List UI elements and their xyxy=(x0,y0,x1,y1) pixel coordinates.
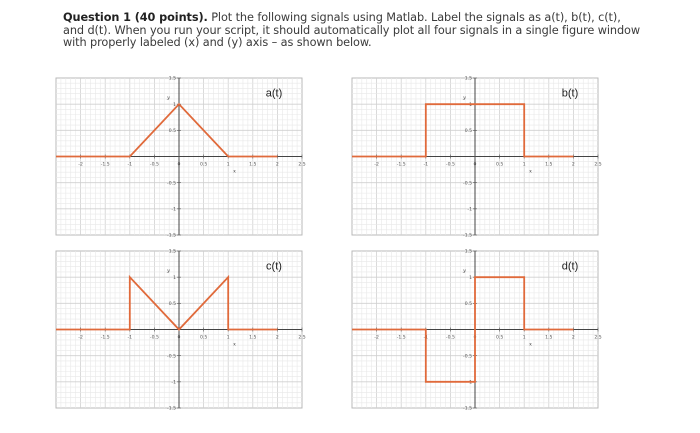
x-tick-label: 1 xyxy=(522,335,526,341)
x-tick-label: -0.5 xyxy=(445,162,455,168)
y-tick-label: -0.5 xyxy=(463,181,472,187)
x-axis-label: x xyxy=(529,341,532,348)
x-tick-label: -1 xyxy=(127,335,133,341)
signal-label: d(t) xyxy=(561,260,579,273)
x-tick-label: 1 xyxy=(522,162,526,168)
y-tick-label: 1.5 xyxy=(168,249,176,255)
y-tick-label: -0.5 xyxy=(167,181,176,187)
x-tick-label: -1 xyxy=(423,335,429,341)
y-tick-label: 0.5 xyxy=(464,128,472,134)
x-tick-label: -1.5 xyxy=(396,162,406,168)
signal-label: c(t) xyxy=(266,260,282,273)
x-tick-label: 0.5 xyxy=(199,335,208,341)
y-tick-label: 0.5 xyxy=(464,301,472,307)
x-tick-label: 0.5 xyxy=(495,335,504,341)
x-tick-label: 1 xyxy=(226,335,230,341)
x-tick-label: -1 xyxy=(127,162,133,168)
x-tick-label: 2.5 xyxy=(594,335,602,341)
signal-plot xyxy=(56,249,306,412)
y-tick-label: -1 xyxy=(467,380,472,386)
x-tick-label: -1.5 xyxy=(100,162,110,168)
x-tick-label: -1.5 xyxy=(100,335,110,341)
question-text xyxy=(63,12,643,50)
x-tick-label: -2 xyxy=(78,335,83,341)
x-axis-label: x xyxy=(233,168,236,175)
x-tick-label: 2 xyxy=(275,335,279,341)
x-tick-label: 2 xyxy=(571,335,575,341)
x-tick-label: 2.5 xyxy=(298,162,306,168)
y-tick-label: 0.5 xyxy=(168,301,176,307)
signal-plot xyxy=(56,76,306,239)
signal-label: a(t) xyxy=(265,87,283,100)
y-tick-label: -0.5 xyxy=(167,354,176,360)
x-tick-label: -2 xyxy=(374,335,379,341)
x-tick-label: 1.5 xyxy=(545,162,553,168)
signal-plot xyxy=(352,249,602,412)
y-tick-label: -1 xyxy=(171,207,176,213)
x-tick-label: -1 xyxy=(423,162,429,168)
y-axis-label: y xyxy=(463,267,466,274)
signal-label: b(t) xyxy=(561,87,579,100)
y-tick-label: 1.5 xyxy=(168,76,176,82)
x-tick-label: 1 xyxy=(226,162,230,168)
question-body: Plot the following signals using Matlab. Label the signals as a(t), b(t), c(t), and d(t). When you run your script, it should automatically plot all four signals in a single figure window with properly labeled (x) and (y) axis – as shown below. xyxy=(63,11,641,49)
x-tick-label: -1.5 xyxy=(396,335,406,341)
plot-panel-a xyxy=(56,76,306,239)
x-tick-label: -0.5 xyxy=(149,162,159,168)
x-tick-label: 2.5 xyxy=(594,162,602,168)
y-axis-label: y xyxy=(167,267,170,274)
x-tick-label: 2 xyxy=(571,162,575,168)
x-axis-label: x xyxy=(529,168,532,175)
x-tick-label: 0 xyxy=(473,162,477,168)
y-axis-label: y xyxy=(167,94,170,101)
x-tick-label: -2 xyxy=(374,162,379,168)
y-tick-label: 1 xyxy=(173,275,176,281)
y-axis-label: y xyxy=(463,94,466,101)
x-tick-label: 0.5 xyxy=(495,162,504,168)
y-tick-label: 1.5 xyxy=(464,249,472,255)
x-tick-label: -0.5 xyxy=(445,335,455,341)
x-tick-label: 1.5 xyxy=(249,335,257,341)
x-axis-label: x xyxy=(233,341,236,348)
x-tick-label: -0.5 xyxy=(149,335,159,341)
y-tick-label: 1 xyxy=(173,102,176,108)
y-tick-label: -0.5 xyxy=(463,354,472,360)
y-tick-label: -1.5 xyxy=(167,233,176,239)
x-tick-label: 0 xyxy=(177,162,181,168)
x-tick-label: -2 xyxy=(78,162,83,168)
y-tick-label: 0.5 xyxy=(168,128,176,134)
x-tick-label: 2 xyxy=(275,162,279,168)
y-tick-label: 1 xyxy=(469,102,472,108)
figure-window xyxy=(56,78,616,418)
y-tick-label: 1.5 xyxy=(464,76,472,82)
plot-panel-d xyxy=(352,249,602,412)
x-tick-label: 0.5 xyxy=(199,162,208,168)
y-tick-label: -1.5 xyxy=(167,406,176,412)
plot-panel-c xyxy=(56,249,306,412)
signal-plot xyxy=(352,76,602,239)
y-tick-label: -1.5 xyxy=(463,406,472,412)
y-tick-label: -1.5 xyxy=(463,233,472,239)
x-tick-label: 1.5 xyxy=(249,162,257,168)
y-tick-label: -1 xyxy=(467,207,472,213)
plot-panel-b xyxy=(352,76,602,239)
question-heading: Question 1 (40 points). xyxy=(63,11,208,24)
y-tick-label: 1 xyxy=(469,275,472,281)
x-tick-label: 2.5 xyxy=(298,335,306,341)
x-tick-label: 1.5 xyxy=(545,335,553,341)
x-tick-label: 0 xyxy=(177,335,181,341)
x-tick-label: 0 xyxy=(473,335,477,341)
y-tick-label: -1 xyxy=(171,380,176,386)
